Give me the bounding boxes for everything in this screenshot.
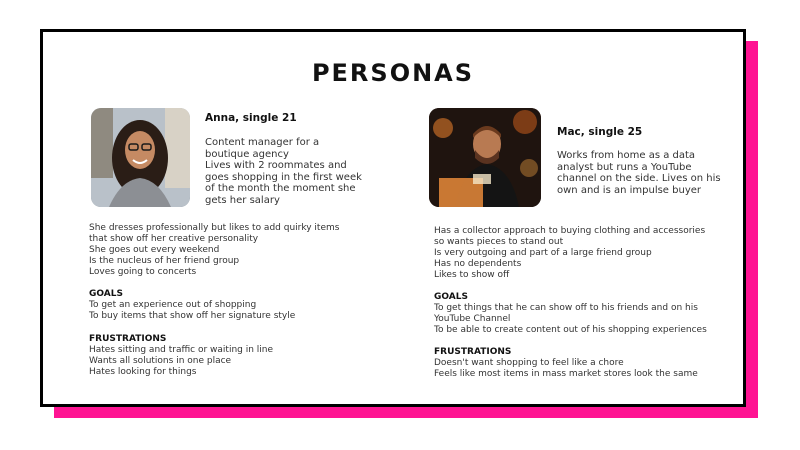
portrait-man-image xyxy=(429,108,541,207)
intro-line: channel on the side. Lives on his xyxy=(557,173,721,184)
goals-heading: GOALS xyxy=(89,289,123,299)
persona-goals xyxy=(434,292,707,336)
trait-line: She goes out every weekend xyxy=(89,245,220,255)
frustration-line: Feels like most items in mass market stores look the same xyxy=(434,369,698,379)
persona-intro xyxy=(557,150,721,196)
trait-line: Likes to show off xyxy=(434,270,510,280)
trait-line: so wants pieces to stand out xyxy=(434,237,564,247)
persona-frustrations xyxy=(89,334,273,378)
intro-line: Lives with 2 roommates and xyxy=(205,160,347,171)
goal-line: To be able to create content out of his shopping experiences xyxy=(434,325,707,335)
intro-line: Works from home as a data xyxy=(557,150,696,161)
trait-line: that show off her creative personality xyxy=(89,234,259,244)
trait-line: Loves going to concerts xyxy=(89,267,197,277)
persona-goals xyxy=(89,289,295,322)
intro-line: boutique agency xyxy=(205,148,289,160)
persona-card xyxy=(40,29,746,407)
intro-line: goes shopping in the first week xyxy=(205,171,362,183)
trait-line: Is the nucleus of her friend group xyxy=(89,256,240,266)
persona-photo-anna xyxy=(91,108,190,207)
persona-name: Mac, single 25 xyxy=(557,126,643,138)
goal-line: YouTube Channel xyxy=(434,314,511,324)
frustrations-heading: FRUSTRATIONS xyxy=(89,334,167,344)
intro-line: gets her salary xyxy=(205,194,280,206)
persona-photo-mac xyxy=(429,108,541,207)
trait-line: Has a collector approach to buying clothing and accessories xyxy=(434,226,706,236)
portrait-woman-image xyxy=(91,108,190,207)
persona-traits xyxy=(434,226,705,281)
goal-line: To get things that he can show off to his friends and on his xyxy=(434,303,698,313)
intro-line: analyst but runs a YouTube xyxy=(557,161,692,173)
goal-line: To get an experience out of shopping xyxy=(89,300,257,310)
frustrations-heading: FRUSTRATIONS xyxy=(434,347,512,357)
trait-line: Is very outgoing and part of a large friend group xyxy=(434,248,652,258)
goal-line: To buy items that show off her signature style xyxy=(89,311,296,321)
frustration-line: Hates sitting and traffic or waiting in line xyxy=(89,345,274,355)
persona-frustrations xyxy=(434,347,698,380)
intro-line: Content manager for a xyxy=(205,137,320,148)
frustration-line: Wants all solutions in one place xyxy=(89,356,232,366)
frustration-line: Hates looking for things xyxy=(89,367,197,377)
frustration-line: Doesn't want shopping to feel like a chore xyxy=(434,358,624,368)
intro-line: own and is an impulse buyer xyxy=(557,184,702,196)
persona-traits xyxy=(89,223,339,278)
trait-line: She dresses professionally but likes to add quirky items xyxy=(89,223,340,233)
persona-intro xyxy=(205,137,362,206)
trait-line: Has no dependents xyxy=(434,259,522,269)
page-title: PERSONAS xyxy=(311,59,475,87)
goals-heading: GOALS xyxy=(434,292,468,302)
persona-name: Anna, single 21 xyxy=(205,112,297,124)
intro-line: of the month the moment she xyxy=(205,183,356,194)
